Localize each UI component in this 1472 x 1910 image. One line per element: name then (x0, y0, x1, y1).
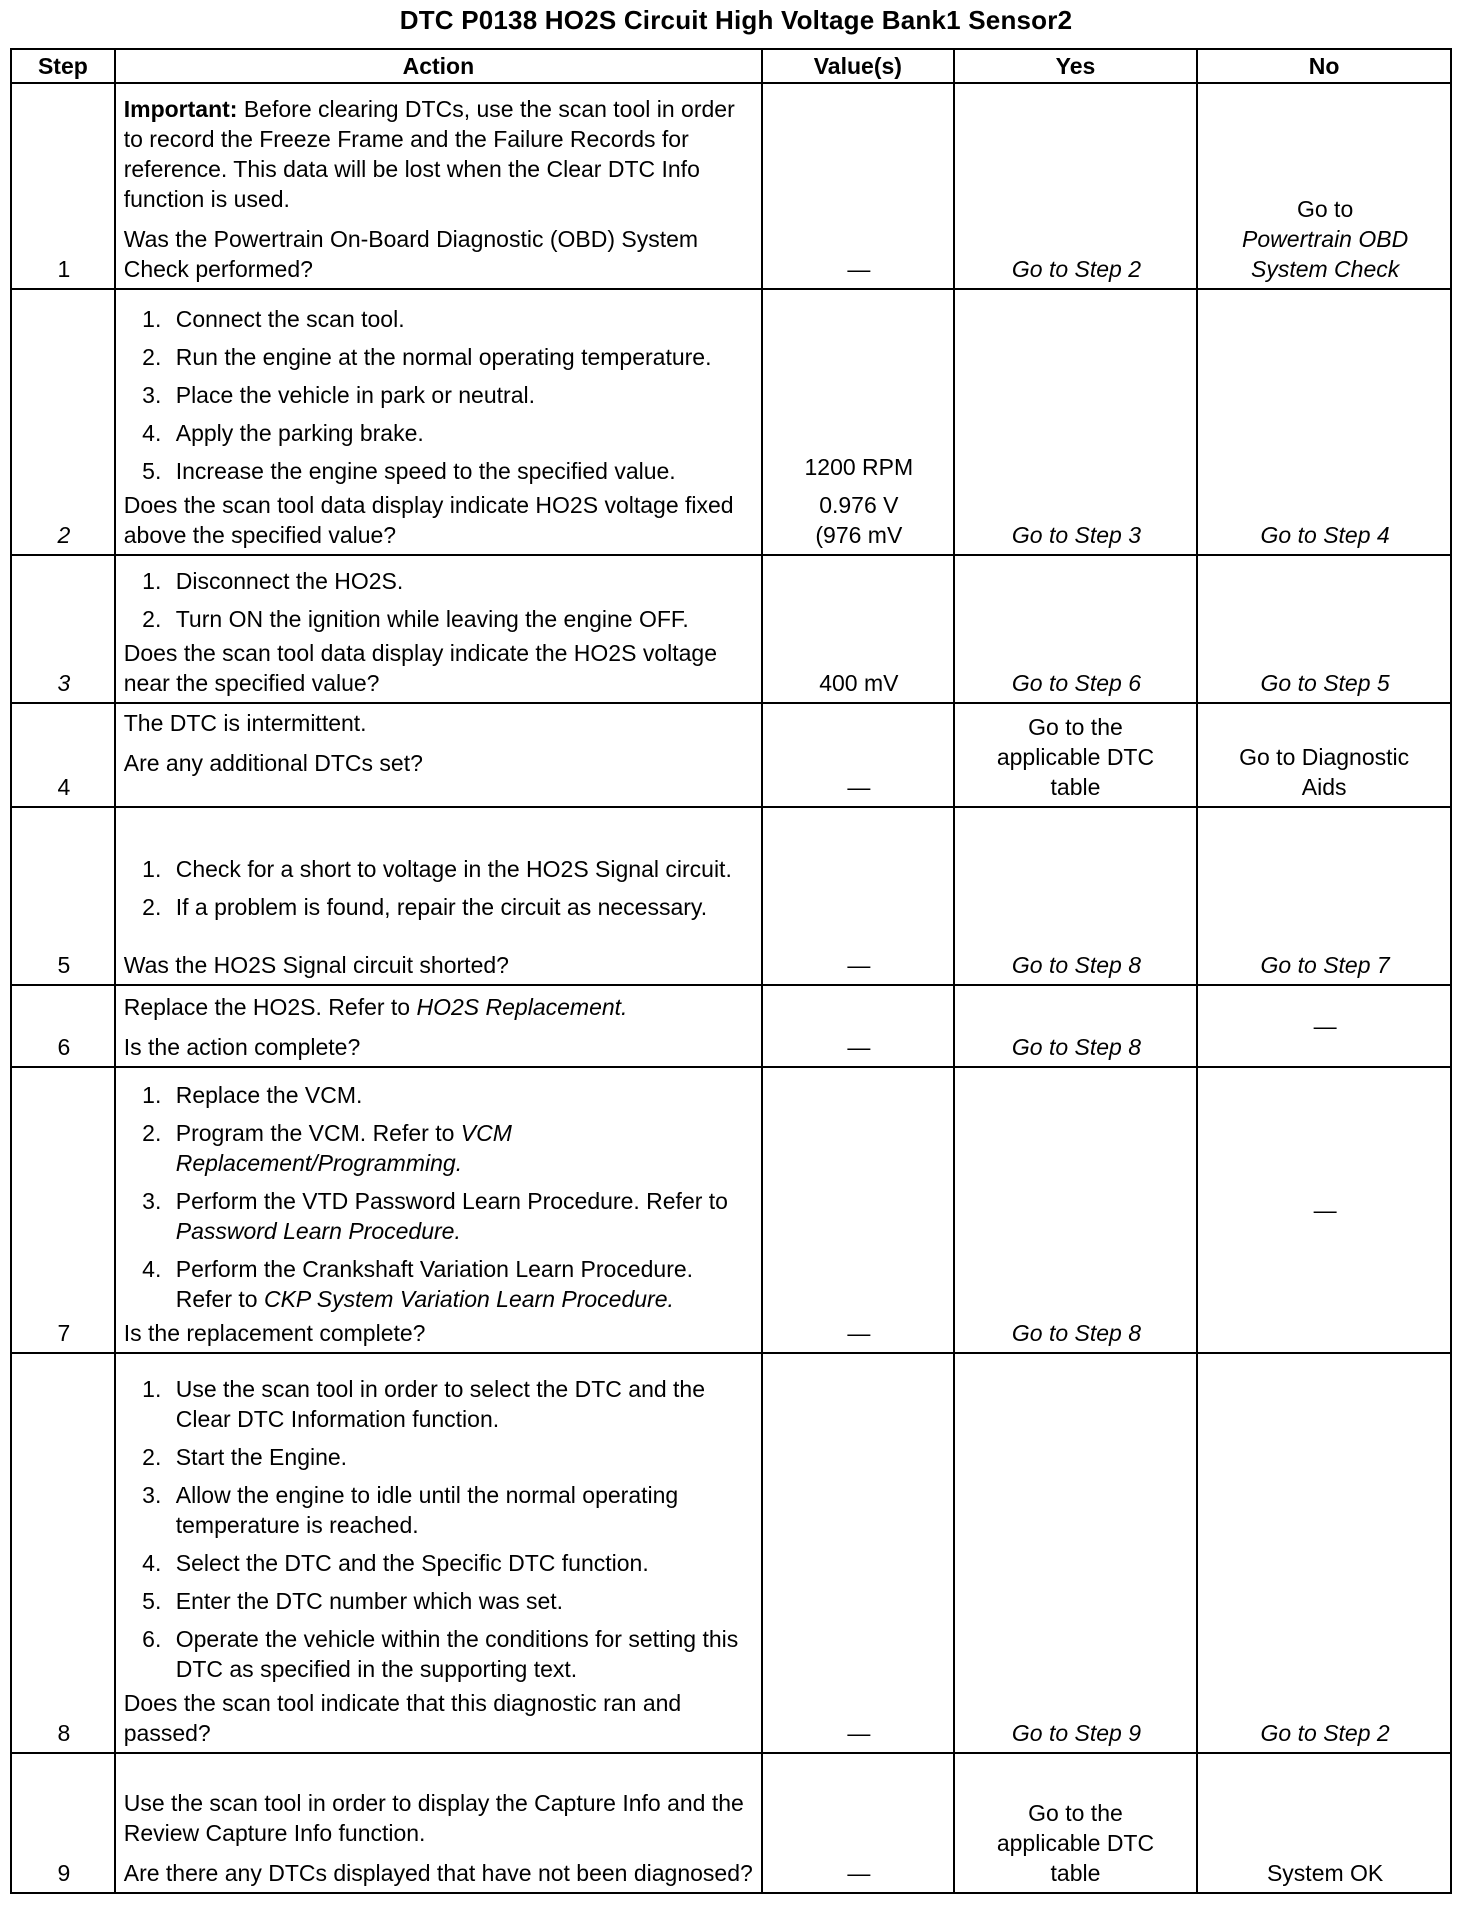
action-question: Is the replacement complete? (123, 1320, 426, 1346)
value-line: 0.976 V (819, 492, 899, 518)
list-item: 2. If a problem is found, repair the circuit as necessary. (168, 892, 755, 922)
action-list (124, 304, 755, 486)
table-header-row (11, 49, 1451, 83)
important-note (124, 94, 755, 214)
list-item: 2. Turn ON the ignition while leaving the engine OFF. (168, 604, 755, 634)
step-number: 9 (11, 1753, 115, 1893)
value-line: (976 mV (815, 522, 903, 548)
table-row (11, 1753, 1451, 1893)
yes-cell: Go to Step 9 (954, 1353, 1198, 1753)
yes-cell: Go to the applicable DTC table (954, 703, 1198, 807)
yes-cell: Go to Step 6 (954, 555, 1198, 703)
action-question: Was the Powertrain On-Board Diagnostic (OBD) System Check performed? (123, 226, 699, 282)
action-text (124, 992, 755, 1022)
no-cell: Go to Step 7 (1197, 807, 1451, 985)
list-item: 3. Place the vehicle in park or neutral. (168, 380, 755, 410)
step-number: 4 (11, 703, 115, 807)
action-cell (115, 1067, 762, 1353)
list-item: 5. Enter the DTC number which was set. (168, 1586, 755, 1616)
list-item: 2. Run the engine at the normal operating temperature. (168, 342, 755, 372)
list-item: 1. Replace the VCM. (168, 1080, 755, 1110)
yes-cell: Go to Step 2 (954, 83, 1198, 289)
header-action: Action (115, 49, 762, 83)
no-reference: Powertrain OBD System Check (1242, 226, 1409, 282)
action-text: Use the scan tool in order to display the Capture Info and the Review Capture Info function. (123, 1790, 744, 1846)
list-item (168, 1118, 755, 1178)
yes-cell: Go to Step 8 (954, 985, 1198, 1067)
step-number: 8 (11, 1353, 115, 1753)
list-item: 6. Operate the vehicle within the conditions for setting this DTC as specified in the supporting text. (168, 1624, 755, 1684)
value-cell: — (762, 1353, 954, 1753)
no-cell: Go to Step 2 (1197, 1353, 1451, 1753)
value-cell: — (762, 807, 954, 985)
action-question: Does the scan tool indicate that this diagnostic ran and passed? (123, 1690, 682, 1746)
action-cell (115, 289, 762, 555)
action-list (124, 854, 755, 922)
step-number: 1 (11, 83, 115, 289)
step-number: 2 (11, 289, 115, 555)
value-cell: 400 mV (762, 555, 954, 703)
header-yes: Yes (954, 49, 1198, 83)
no-cell: Go to Diagnostic Aids (1197, 703, 1451, 807)
action-list (124, 566, 755, 634)
action-text: The DTC is intermittent. (123, 710, 367, 736)
step-number: 7 (11, 1067, 115, 1353)
action-list (124, 1080, 755, 1314)
action-question: Is the action complete? (123, 1034, 361, 1060)
item-reference: VCM Replacement/Programming. (175, 1120, 512, 1176)
important-label: Important: (123, 96, 238, 122)
value-cell: — (762, 83, 954, 289)
table-row (11, 555, 1451, 703)
value-cell: — (762, 1067, 954, 1353)
list-item (168, 1186, 755, 1246)
yes-cell: Go to Step 8 (954, 1067, 1198, 1353)
no-cell (1197, 83, 1451, 289)
list-item: 1. Use the scan tool in order to select the DTC and the Clear DTC Information function. (168, 1374, 755, 1434)
action-cell (115, 807, 762, 985)
no-cell: — (1197, 1067, 1451, 1353)
action-question: Was the HO2S Signal circuit shorted? (123, 952, 509, 978)
header-step: Step (11, 49, 115, 83)
page-title: DTC P0138 HO2S Circuit High Voltage Bank1 Sensor2 (399, 5, 1073, 35)
value-cell: — (762, 985, 954, 1067)
list-item: 3. Allow the engine to idle until the normal operating temperature is reached. (168, 1480, 755, 1540)
action-reference: HO2S Replacement. (416, 994, 628, 1020)
list-item: 1. Disconnect the HO2S. (168, 566, 755, 596)
action-list (124, 1374, 755, 1684)
step-number: 5 (11, 807, 115, 985)
no-cell: Go to Step 4 (1197, 289, 1451, 555)
action-question: Are there any DTCs displayed that have not been diagnosed? (123, 1860, 753, 1886)
table-row (11, 807, 1451, 985)
header-no: No (1197, 49, 1451, 83)
value-cell (762, 289, 954, 555)
value-cell: — (762, 703, 954, 807)
table-row (11, 703, 1451, 807)
action-question: Are any additional DTCs set? (123, 750, 423, 776)
list-item: 4. Select the DTC and the Specific DTC function. (168, 1548, 755, 1578)
item-prefix: Perform the VTD Password Learn Procedure. Refer to (175, 1188, 728, 1214)
table-row (11, 289, 1451, 555)
action-cell (115, 703, 762, 807)
no-prefix: Go to (1296, 196, 1354, 222)
value-cell: — (762, 1753, 954, 1893)
list-item: 5. Increase the engine speed to the specified value. (168, 456, 755, 486)
important-text: Before clearing DTCs, use the scan tool in order to record the Freeze Frame and the Failure Records for reference. This data will be lost when the Clear DTC Info function is used. (123, 96, 735, 212)
item-prefix: Perform the Crankshaft Variation Learn Procedure. Refer to (175, 1256, 694, 1312)
list-item (168, 1254, 755, 1314)
header-values: Value(s) (762, 49, 954, 83)
no-cell: Go to Step 5 (1197, 555, 1451, 703)
table-row (11, 985, 1451, 1067)
action-text-prefix: Replace the HO2S. Refer to (123, 994, 417, 1020)
list-item: 4. Apply the parking brake. (168, 418, 755, 448)
no-cell: — (1197, 985, 1451, 1067)
spacer (124, 924, 755, 946)
action-question: Does the scan tool data display indicate the HO2S voltage near the specified value? (123, 640, 717, 696)
table-row (11, 83, 1451, 289)
no-cell: System OK (1197, 1753, 1451, 1893)
action-cell (115, 555, 762, 703)
action-question: Does the scan tool data display indicate HO2S voltage fixed above the specified value? (123, 492, 734, 548)
table-row (11, 1353, 1451, 1753)
diagnostic-table (10, 48, 1452, 1894)
item-reference: Password Learn Procedure. (175, 1218, 461, 1244)
yes-cell: Go to Step 8 (954, 807, 1198, 985)
action-cell (115, 1353, 762, 1753)
step-number: 3 (11, 555, 115, 703)
item-prefix: Program the VCM. Refer to (175, 1120, 461, 1146)
step-number: 6 (11, 985, 115, 1067)
list-item: 1. Check for a short to voltage in the HO2S Signal circuit. (168, 854, 755, 884)
list-item: 1. Connect the scan tool. (168, 304, 755, 334)
action-cell (115, 985, 762, 1067)
value-line: 1200 RPM (804, 454, 914, 480)
action-cell (115, 83, 762, 289)
yes-cell: Go to Step 3 (954, 289, 1198, 555)
item-reference: CKP System Variation Learn Procedure. (263, 1286, 674, 1312)
table-row (11, 1067, 1451, 1353)
action-cell (115, 1753, 762, 1893)
yes-cell: Go to the applicable DTC table (954, 1753, 1198, 1893)
list-item: 2. Start the Engine. (168, 1442, 755, 1472)
